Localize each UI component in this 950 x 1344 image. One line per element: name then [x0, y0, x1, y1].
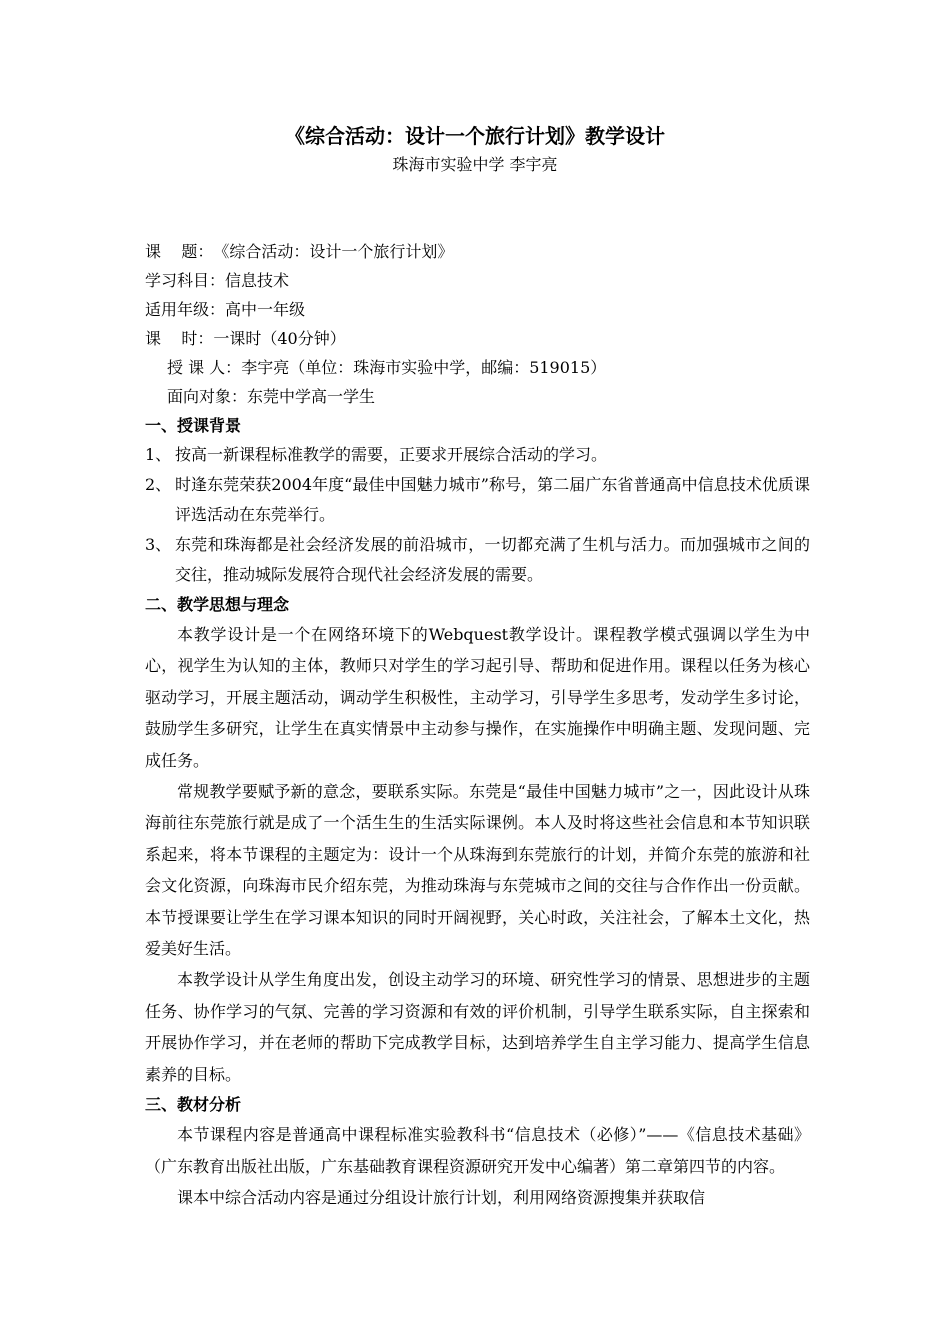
list-item	[145, 440, 810, 470]
meta-subject-label: 学习科目：	[145, 271, 226, 290]
list-item-text: 按高一新课程标准教学的需要，正要求开展综合活动的学习。	[175, 445, 608, 464]
section-heading-background: 一、授课背景	[145, 416, 242, 435]
document-body	[145, 237, 810, 1213]
meta-teacher-value: 李宇亮（单位：珠海市实验中学，邮编：519015）	[241, 358, 607, 377]
meta-audience-label: 面向对象：	[167, 387, 248, 406]
meta-hours-value: 一课时（40分钟）	[213, 329, 346, 348]
meta-teacher	[145, 353, 810, 382]
paragraph: 常规教学要赋予新的意念，要联系实际。东莞是“最佳中国魅力城市”之一，因此设计从珠海前往东莞旅行就是成了一个活生生的生活实际课例。本人及时将这些社会信息和本节知识联系起来，将本节课程的主题定为：设计一个从珠海到东莞旅行的计划，并简介东莞的旅游和社会文化资源，向珠海市民介绍东莞，为推动珠海与东莞城市之间的交往与合作作出一份贡献。本节授课要让学生在学习课本知识的同时开阔视野，关心时政，关注社会，了解本土文化，热爱美好生活。	[145, 782, 810, 959]
meta-topic-value: 《综合活动：设计一个旅行计划》	[213, 242, 454, 261]
paragraph: 课本中综合活动内容是通过分组设计旅行计划，利用网络资源搜集并获取信	[177, 1187, 706, 1207]
list-item	[145, 470, 810, 530]
meta-teacher-label: 授 课 人：	[167, 358, 242, 377]
meta-grade-label: 适用年级：	[145, 300, 226, 319]
list-item-number: 1、	[145, 445, 172, 464]
meta-subject	[145, 266, 810, 295]
meta-grade-value: 高中一年级	[225, 300, 306, 319]
meta-subject-value: 信息技术	[225, 271, 290, 290]
document-title: 《综合活动：设计一个旅行计划》教学设计	[285, 124, 665, 148]
paragraph: 本教学设计是一个在网络环境下的Webquest教学设计。课程教学模式强调以学生为中心，视学生为认知的主体，教师只对学生的学习起引导、帮助和促进作用。课程以任务为核心驱动学习，开展主题活动，调动学生积极性，主动学习，引导学生多思考，发动学生多讨论，鼓励学生多研究，让学生在真实情景中主动参与操作，在实施操作中明确主题、发现问题、完成任务。	[145, 625, 810, 770]
list-item-number: 3、	[145, 535, 172, 554]
meta-hours-label: 课 时：	[145, 329, 214, 348]
author-line: 珠海市实验中学 李宇亮	[392, 155, 558, 174]
meta-audience-value: 东莞中学高一学生	[247, 387, 376, 406]
paragraph: 本教学设计从学生角度出发，创设主动学习的环境、研究性学习的情景、思想进步的主题任务、协作学习的气氛、完善的学习资源和有效的评价机制，引导学生联系实际，自主探索和开展协作学习，并在老师的帮助下完成教学目标，达到培养学生自主学习能力、提高学生信息素养的目标。	[145, 970, 810, 1084]
meta-hours	[145, 324, 810, 353]
meta-topic-label: 课 题：	[145, 242, 214, 261]
meta-topic	[145, 237, 810, 266]
list-item-text: 时逢东莞荣获2004年度“最佳中国魅力城市”称号，第二届广东省普通高中信息技术优质课评选活动在东莞举行。	[175, 475, 810, 524]
list-item-number: 2、	[145, 475, 172, 494]
section-heading-philosophy: 二、教学思想与理念	[145, 595, 290, 614]
section-heading-materials: 三、教材分析	[145, 1095, 242, 1115]
meta-grade	[145, 295, 810, 324]
list-item-text: 东莞和珠海都是社会经济发展的前沿城市，一切都充满了生机与活力。而加强城市之间的交往，推动城际发展符合现代社会经济发展的需要。	[175, 535, 810, 584]
paragraph: 本节课程内容是普通高中课程标准实验教科书“信息技术（必修）”——《信息技术基础》（广东教育出版社出版，广东基础教育课程资源研究开发中心编著）第二章第四节的内容。	[145, 1125, 810, 1176]
meta-audience	[145, 382, 810, 411]
list-item	[145, 530, 810, 590]
